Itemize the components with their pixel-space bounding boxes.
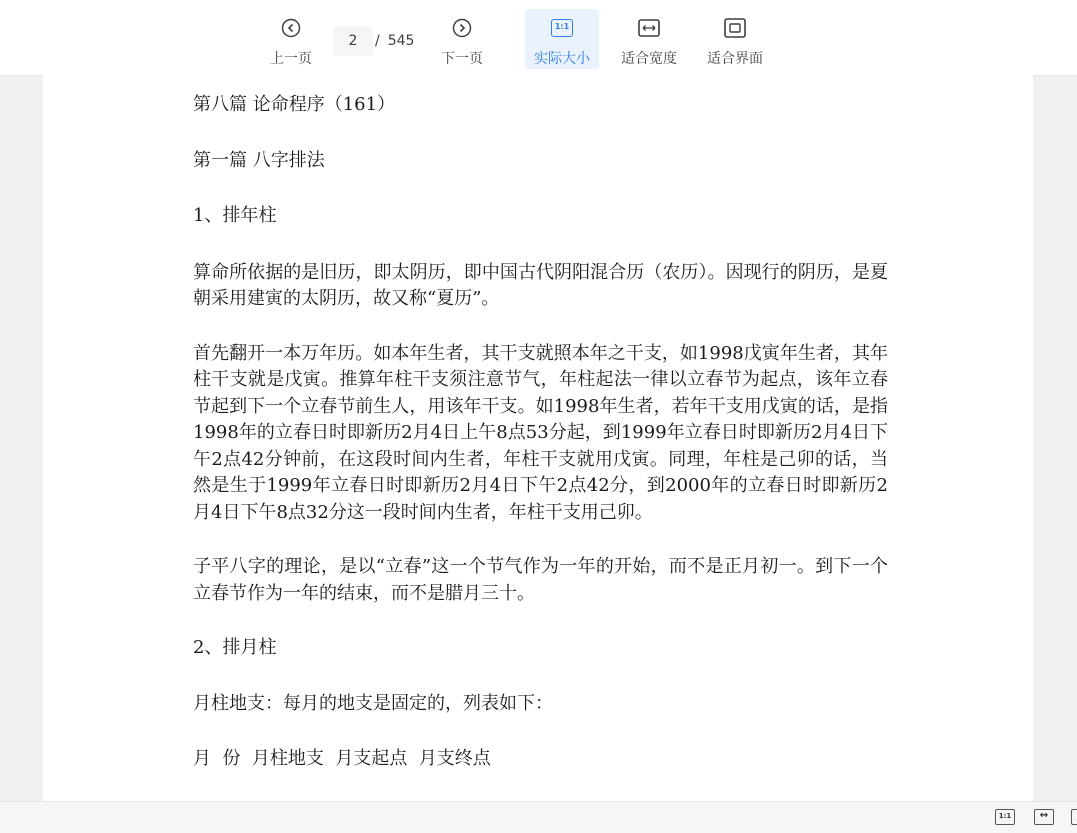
- total-pages: 545: [387, 33, 415, 49]
- fit-page-button[interactable]: [700, 9, 770, 69]
- chevron-right-circle-icon: [452, 15, 472, 41]
- fit-width-button[interactable]: [614, 9, 684, 69]
- bottom-bar: [0, 801, 1077, 833]
- subsection-heading: 1、排年柱: [193, 205, 277, 226]
- fit-page-label: 适合界面: [707, 51, 763, 67]
- current-page-input[interactable]: 2: [333, 26, 373, 56]
- prev-page-button[interactable]: [262, 9, 320, 69]
- actual-size-icon[interactable]: 1:1: [995, 809, 1015, 825]
- page-content: [193, 92, 888, 801]
- fit-page-icon: [724, 15, 746, 41]
- fit-page-icon[interactable]: [1071, 809, 1077, 825]
- next-page-label: 下一页: [441, 51, 483, 67]
- paragraph: 首先翻开一本万年历。如本年生者，其干支就照本年之干支，如1998戊寅年生者，其年柱干支就是戊寅。推算年柱干支须注意节气，年柱起法一律以立春节为起点，该年立春节起到下一个立春节前生人，用该年干支。如1998年生者，若年干支用戊寅的话，是指1998年的立春日时即新历2月4日上午8点53分起，到1999年立春日时即新历2月4日下午2点42分钟前，在这段时间内生者，年柱干支就用戊寅。同理，年柱是己卯的话，当然是生于1999年立春日时即新历2月4日下午2点42分，到2000年的立春日时即新历2月4日下午8点32分这一段时间内生者，年柱干支用己卯。: [193, 342, 888, 523]
- fit-width-label: 适合宽度: [621, 51, 677, 67]
- fit-width-icon[interactable]: ↔: [1034, 809, 1054, 825]
- page-indicator: [333, 26, 414, 56]
- document-page: [43, 75, 1033, 801]
- chapter-heading: 第一篇 八字排法: [193, 149, 325, 171]
- actual-size-icon: 1:1: [551, 15, 573, 41]
- paragraph: 月柱地支：每月的地支是固定的，列表如下：: [193, 692, 553, 714]
- paragraph: 算命所依据的是旧历，即太阴历，即中国古代阴阳混合历（农历）。因现行的阴历，是夏朝采用建寅的太阴历，故又称“夏历”。: [193, 261, 888, 309]
- fit-width-icon: [638, 15, 660, 41]
- table-header-line: 月 份 月柱地支 月支起点 月支终点: [193, 748, 491, 769]
- actual-size-label: 实际大小: [534, 51, 590, 67]
- actual-size-button[interactable]: [525, 9, 599, 69]
- prev-page-label: 上一页: [270, 51, 312, 67]
- section-heading: 第八篇 论命程序（161）: [193, 94, 396, 115]
- toolbar: [0, 0, 1077, 75]
- subsection-heading: 2、排月柱: [193, 637, 277, 658]
- paragraph: 子平八字的理论，是以“立春”这一个节气作为一年的开始，而不是正月初一。到下一个立春节作为一年的结束，而不是腊月三十。: [193, 556, 888, 604]
- page-separator: /: [375, 33, 380, 49]
- chevron-left-circle-icon: [281, 15, 301, 41]
- next-page-button[interactable]: [433, 9, 491, 69]
